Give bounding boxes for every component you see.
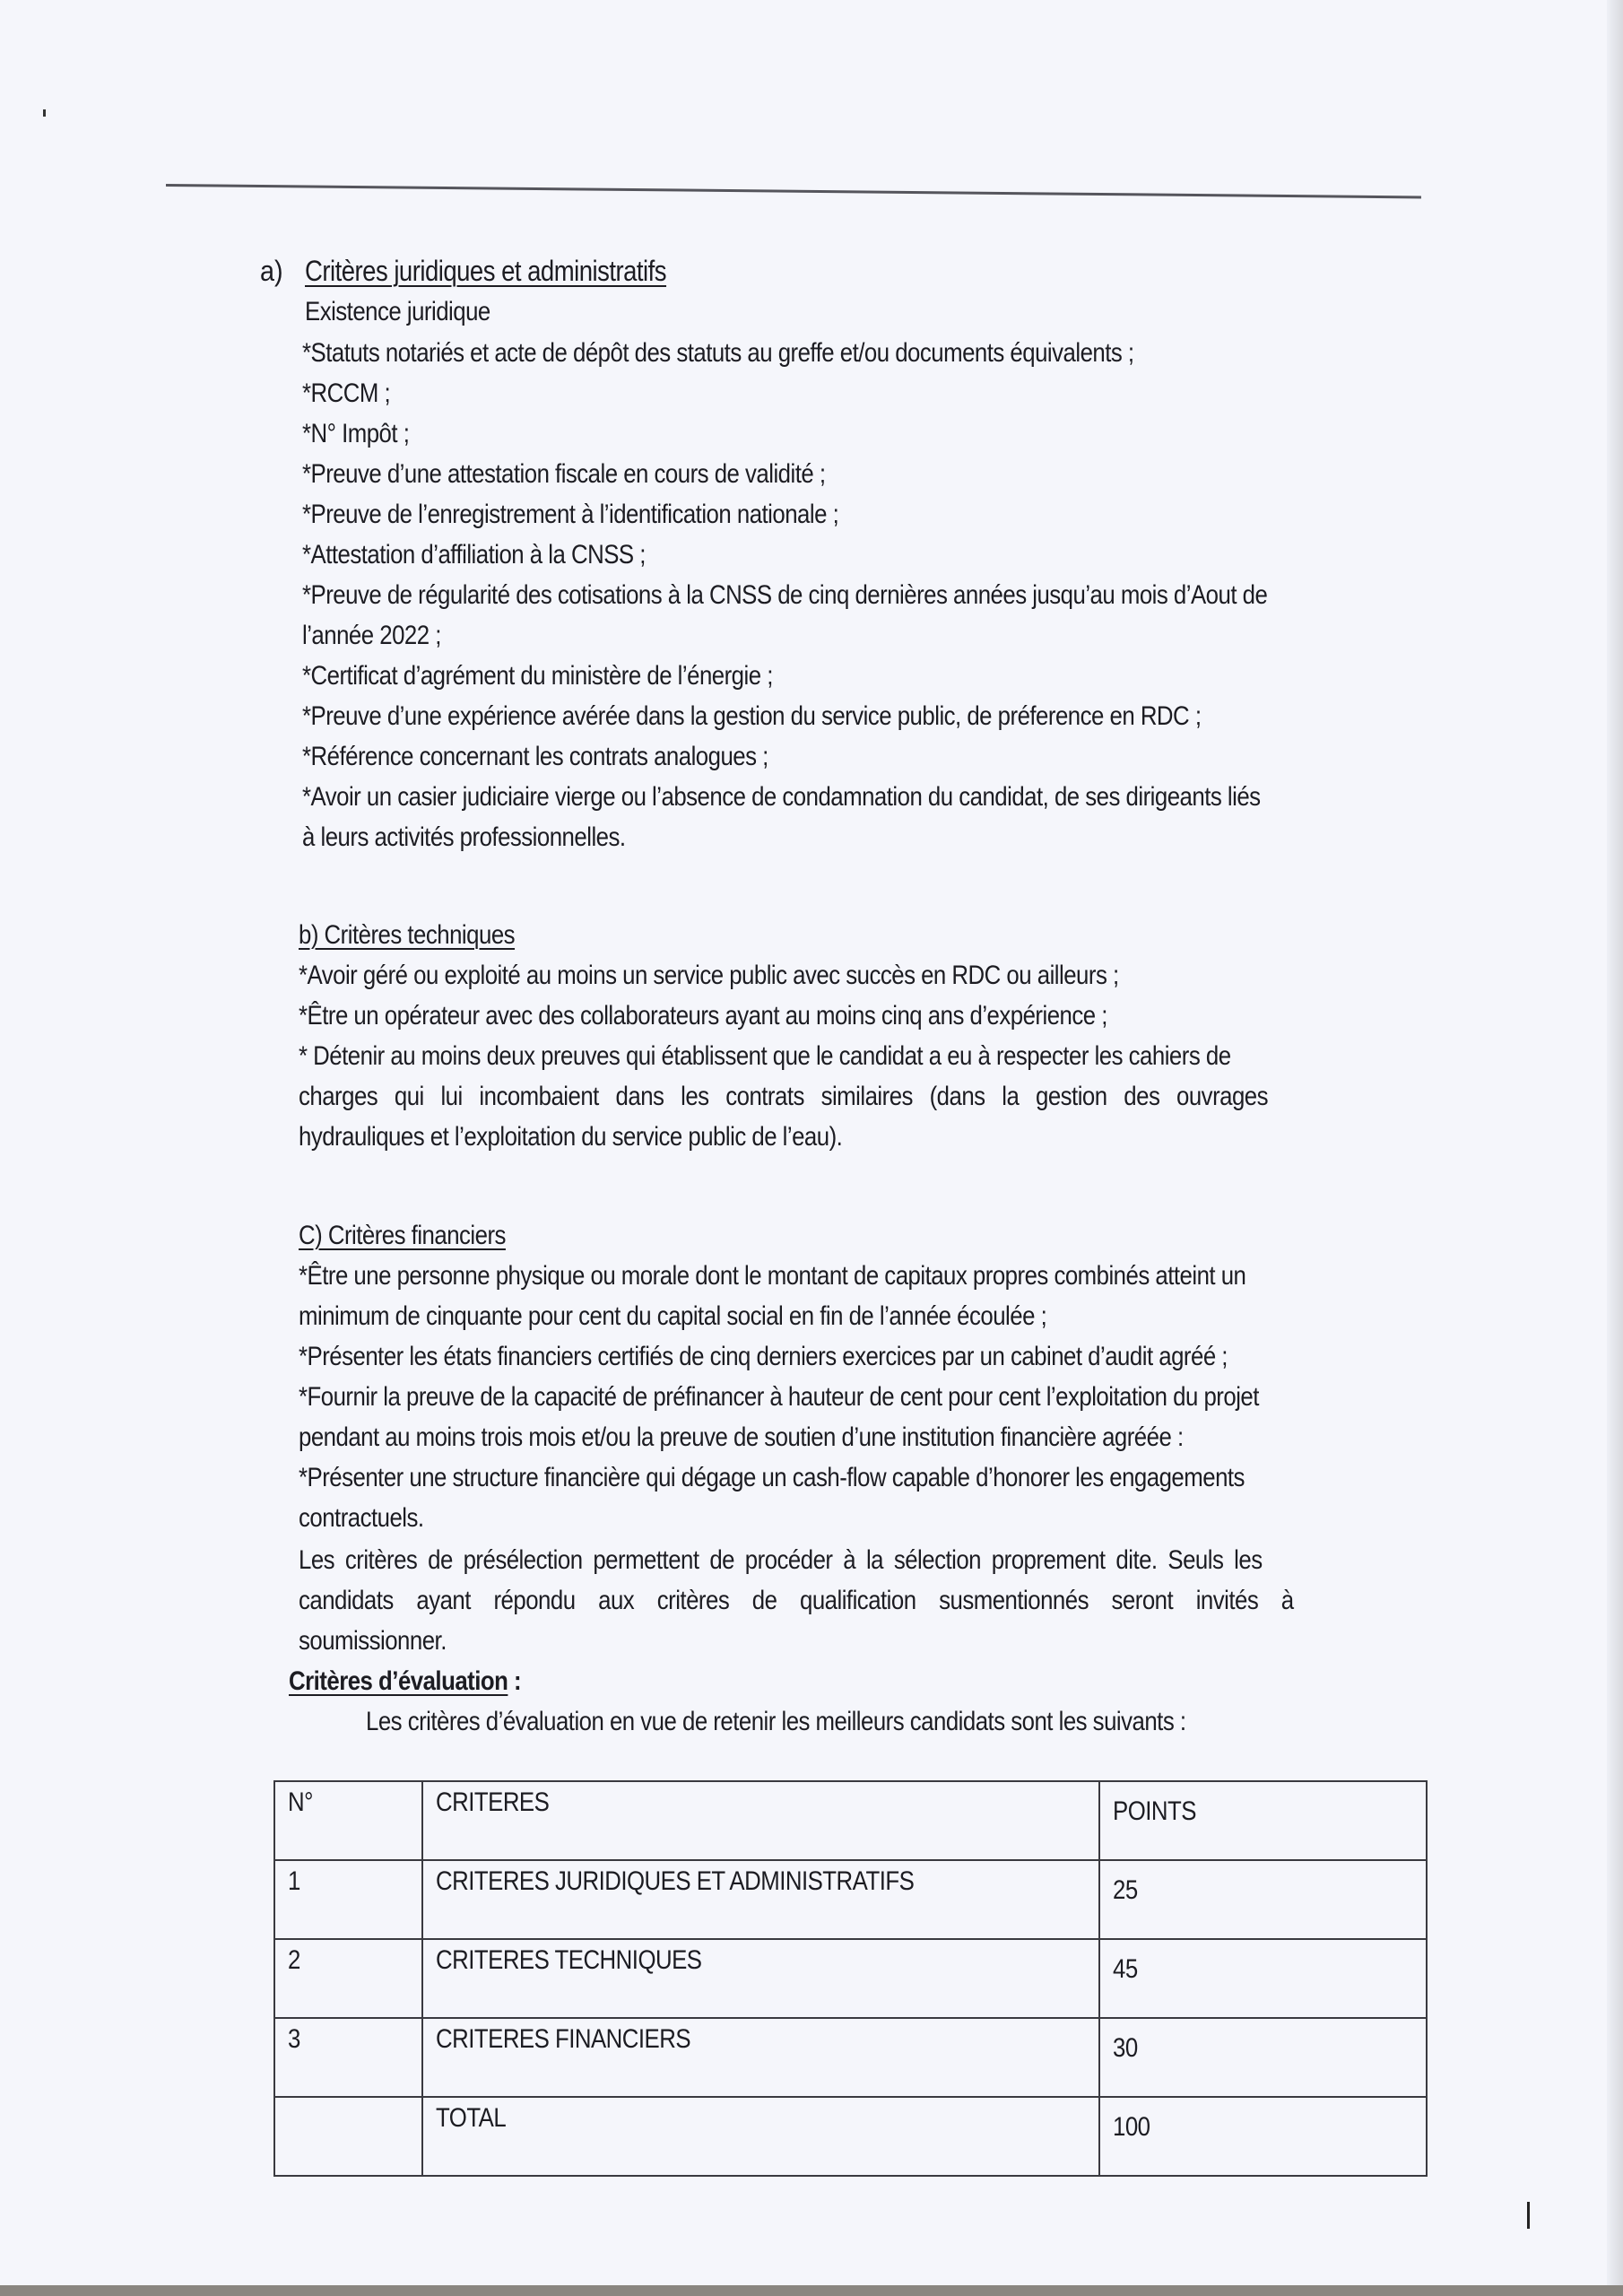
list-item: *Être une personne physique ou morale dont le montant de capitaux propres combinés atteint un [299,1261,1246,1291]
row-points: 25 [1113,1875,1138,1905]
row-points: 45 [1113,1954,1138,1984]
row-points: 100 [1113,2112,1150,2142]
list-item: *Être un opérateur avec des collaborateurs ayant au moins cinq ans d’expérience ; [299,1001,1107,1031]
table-total-row [274,2097,1427,2176]
list-item: *Certificat d’agrément du ministère de l’énergie ; [302,661,773,691]
list-item: *Avoir géré ou exploité au moins un service public avec succès en RDC ou ailleurs ; [299,961,1119,990]
table-row [274,2018,1427,2097]
row-points: 30 [1113,2033,1138,2063]
row-criterion: TOTAL [436,2103,507,2133]
section-b-title: b) Critères techniques [299,920,516,950]
evaluation-title: Critères d’évaluation [289,1666,508,1696]
list-item: *Preuve de l’enregistrement à l’identification nationale ; [302,500,839,529]
conclusion-line: soumissionner. [299,1626,447,1656]
list-item: *RCCM ; [302,378,391,408]
list-item: *Avoir un casier judiciaire vierge ou l’absence de condamnation du candidat, de ses dirigeants liés [302,782,1261,812]
header-cell: POINTS [1099,1781,1427,1860]
list-item: *Statuts notariés et acte de dépôt des statuts au greffe et/ou documents équivalents ; [302,338,1134,368]
list-item: hydrauliques et l’exploitation du service public de l’eau). [299,1122,843,1152]
row-criterion: CRITERES FINANCIERS [436,2024,691,2054]
row-criterion: CRITERES JURIDIQUES ET ADMINISTRATIFS [436,1866,915,1896]
table-row [274,1939,1427,2018]
header-cell: N° [274,1781,422,1860]
table-row [274,1860,1427,1939]
row-number: 2 [288,1945,300,1975]
list-item: *Preuve d’une expérience avérée dans la gestion du service public, de préference en RDC ; [302,701,1202,731]
list-item: *Présenter une structure financière qui dégage un cash-flow capable d’honorer les engagements [299,1463,1245,1492]
section-a-subtitle: Existence juridique [305,297,490,326]
evaluation-title-suffix: : [508,1666,522,1696]
header-cell: CRITERES [422,1781,1099,1860]
section-a-label: a) [260,255,283,287]
row-criterion: CRITERES TECHNIQUES [436,1945,702,1975]
section-a-title: Critères juridiques et administratifs [305,255,667,287]
scan-mark [1527,2202,1530,2229]
page-edge [1607,0,1623,2296]
evaluation-intro: Les critères d’évaluation en vue de retenir les meilleurs candidats sont les suivants : [366,1707,1186,1736]
list-item: *Présenter les états financiers certifiés de cinq derniers exercices par un cabinet d’audit agréé ; [299,1342,1228,1371]
list-item: pendant au moins trois mois et/ou la preuve de soutien d’une institution financière agréée : [299,1422,1184,1452]
list-item: minimum de cinquante pour cent du capital social en fin de l’année écoulée ; [299,1301,1047,1331]
conclusion-line: candidats ayant répondu aux critères de qualification susmentionnés seront invités à [299,1586,1294,1615]
list-item: à leurs activités professionnelles. [302,822,626,852]
list-item: *Attestation d’affiliation à la CNSS ; [302,540,646,570]
header-rule [166,184,1421,198]
list-item: charges qui lui incombaient dans les contrats similaires (dans la gestion des ouvrages [299,1082,1269,1111]
table-header-row [274,1781,1427,1860]
list-item: *N° Impôt ; [302,419,410,448]
list-item: *Référence concernant les contrats analogues ; [302,742,768,771]
evaluation-heading [289,1665,521,1698]
row-number: 1 [288,1866,300,1896]
section-c-title: C) Critères financiers [299,1221,506,1250]
row-number: 3 [288,2024,300,2054]
list-item: contractuels. [299,1503,424,1533]
evaluation-table [273,1780,1428,2177]
list-item: *Preuve d’une attestation fiscale en cours de validité ; [302,459,826,489]
list-item: * Détenir au moins deux preuves qui établissent que le candidat a eu à respecter les cahiers de [299,1041,1231,1071]
list-item: *Preuve de régularité des cotisations à la CNSS de cinq dernières années jusqu’au mois d’Aout de [302,580,1268,610]
list-item: l’année 2022 ; [302,621,441,650]
scanner-bed-edge [0,2285,1623,2296]
scan-speck [43,109,46,117]
list-item: *Fournir la preuve de la capacité de préfinancer à hauteur de cent pour cent l’exploitation du projet [299,1382,1259,1412]
conclusion-line: Les critères de présélection permettent de procéder à la sélection proprement dite. Seuls les [299,1545,1263,1575]
